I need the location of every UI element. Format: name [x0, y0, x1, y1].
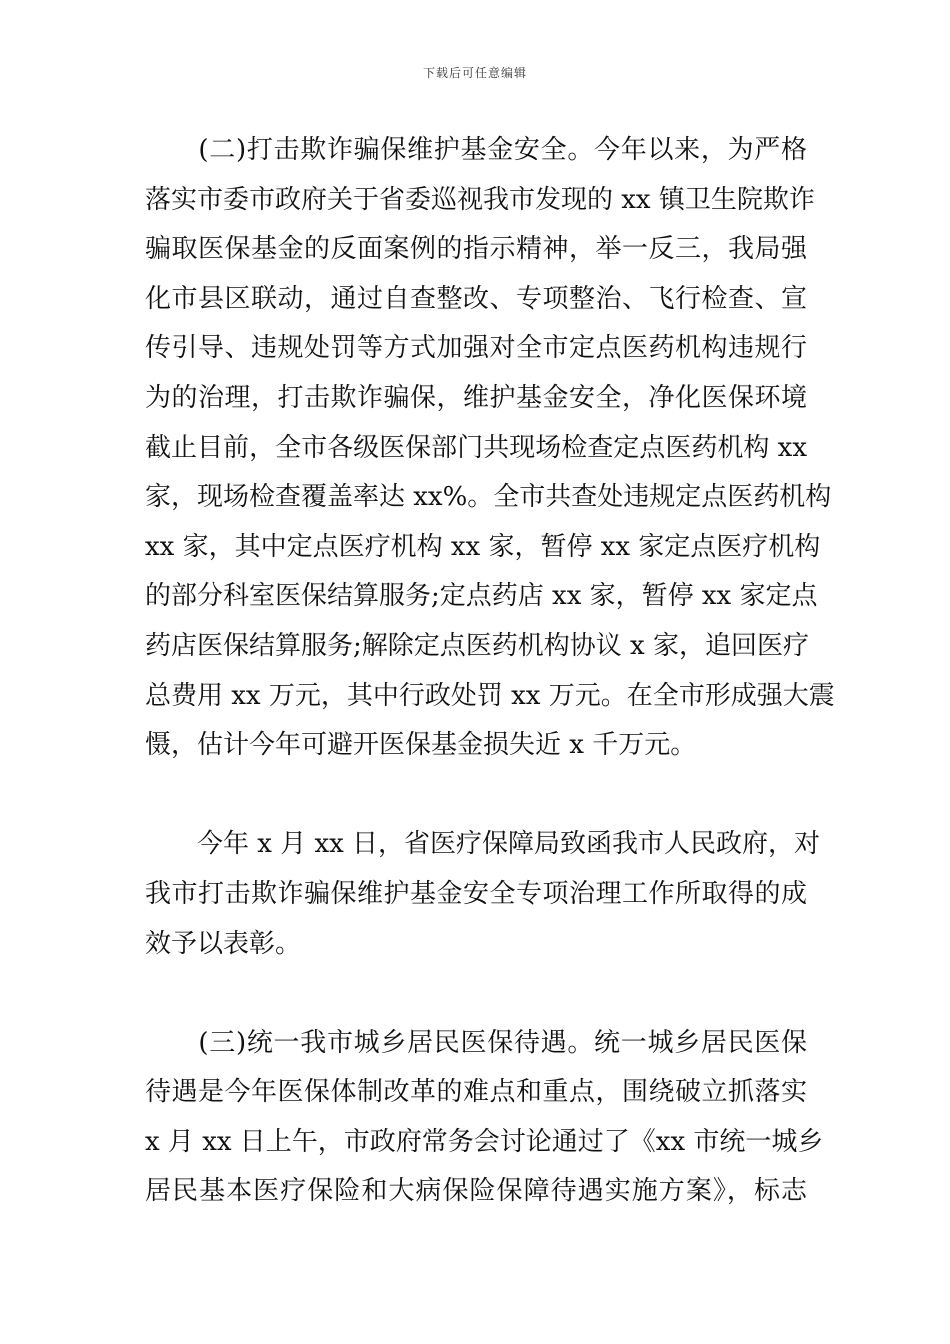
- text-line: 居民基本医疗保险和大病保险保障待遇实施方案》，标志: [145, 1176, 807, 1207]
- paragraph-gap: [145, 771, 807, 821]
- text-line: 化市县区联动，通过自查整改、专项整治、飞行检查、宣: [145, 283, 807, 314]
- text-line: 为的治理，打击欺诈骗保，维护基金安全，净化医保环境: [145, 382, 807, 413]
- text-line: 我市打击欺诈骗保维护基金安全专项治理工作所取得的成: [145, 878, 807, 909]
- text-line: 药店医保结算服务;解除定点医药机构协议 x 家，追回医疗: [145, 630, 809, 661]
- text-line: 效予以表彰。: [145, 928, 302, 959]
- text-line: 总费用 xx 万元，其中行政处罚 xx 万元。在全市形成强大震: [145, 680, 835, 711]
- text-line: (三)统一我市城乡居民医保待遇。统一城乡居民医保: [145, 1027, 807, 1058]
- text-line: 今年 x 月 xx 日，省医疗保障局致函我市人民政府，对: [145, 829, 821, 860]
- text-line: 家，现场检查覆盖率达 xx%。全市共查处违规定点医药机构: [145, 482, 832, 513]
- paragraph-commendation: [145, 820, 821, 969]
- text-line: 待遇是今年医保体制改革的难点和重点，围绕破立抓落实: [145, 1077, 807, 1108]
- text-line: 落实市委市政府关于省委巡视我市发现的 xx 镇卫生院欺诈: [145, 184, 815, 215]
- text-line: 截止目前，全市各级医保部门共现场检查定点医药机构 xx: [145, 432, 807, 463]
- text-line: 骗取医保基金的反面案例的指示精神，举一反三，我局强: [145, 234, 807, 265]
- paragraph-unified-benefits: [145, 1019, 824, 1217]
- paragraph-fraud-crackdown: [145, 126, 835, 771]
- document-body: [145, 126, 835, 1217]
- text-line: 传引导、违规处罚等方式加强对全市定点医药机构违规行: [145, 333, 807, 364]
- text-line: 的部分科室医保结算服务;定点药店 xx 家，暂停 xx 家定点: [145, 581, 818, 612]
- text-line: (二)打击欺诈骗保维护基金安全。今年以来，为严格: [145, 135, 807, 165]
- text-line: xx 家，其中定点医疗机构 xx 家，暂停 xx 家定点医疗机构: [145, 531, 821, 562]
- paragraph-gap: [145, 969, 807, 1019]
- text-line: x 月 xx 日上午，市政府常务会讨论通过了《xx 市统一城乡: [145, 1126, 824, 1157]
- text-line: 慑，估计今年可避开医保基金损失近 x 千万元。: [145, 730, 697, 761]
- page-header: 下载后可任意编辑: [422, 66, 527, 80]
